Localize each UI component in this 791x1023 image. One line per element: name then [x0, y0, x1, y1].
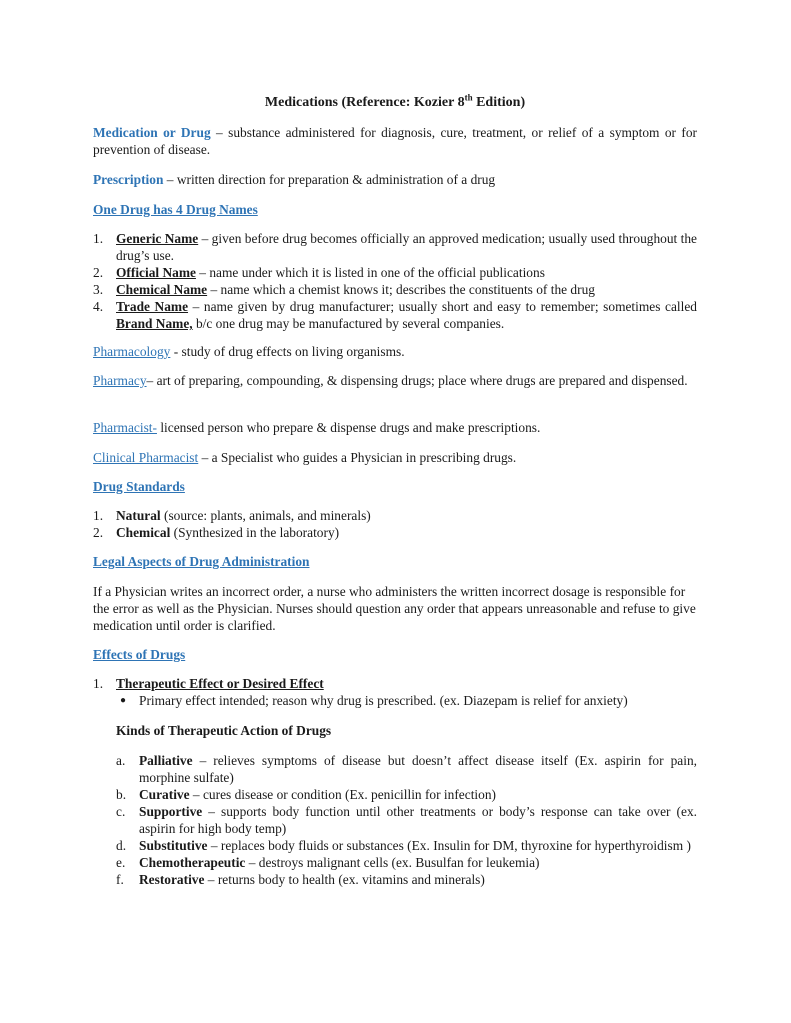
list-item: 1. Natural (source: plants, animals, and minerals) — [93, 508, 371, 523]
list-item: e. Chemotherapeutic – destroys malignant cells (ex. Busulfan for leukemia) — [116, 855, 540, 870]
list-item: 4. Trade Name – name given by drug manufacturer; usually short and easy to remember; sometimes called Brand Name, b/c one drug may be manufactured by several companies. — [93, 299, 697, 331]
drug-standards-list — [93, 507, 697, 541]
list-item: 2. Official Name – name under which it is listed in one of the official publications — [93, 265, 545, 280]
effects-list — [93, 675, 697, 709]
pharmacy-definition: Pharmacy– art of preparing, compounding, & dispensing drugs; place where drugs are prepared and dispensed. — [93, 373, 688, 388]
kinds-list — [93, 752, 697, 888]
list-item: f. Restorative – returns body to health (ex. vitamins and minerals) — [116, 872, 485, 887]
list-item: d. Substitutive – replaces body fluids or substances (Ex. Insulin for DM, thyroxine for hyperthyroidism ) — [116, 838, 691, 853]
list-item: 3. Chemical Name – name which a chemist knows it; describes the constituents of the drug — [93, 282, 595, 297]
list-item: 2. Chemical (Synthesized in the laboratory) — [93, 525, 340, 540]
page-title: Medications (Reference: Kozier 8th Edition) — [264, 92, 526, 110]
term-prescription: Prescription — [93, 172, 164, 187]
drug-names-list — [93, 230, 697, 332]
bullet-item: ● Primary effect intended; reason why drug is prescribed. (ex. Diazepam is relief for anxiety) — [120, 693, 628, 708]
term-pharmacist: Pharmacist- — [93, 420, 157, 435]
medication-definition: Medication or Drug – substance administered for diagnosis, cure, treatment, or relief of a symptom or for prevention of disease. — [93, 125, 698, 157]
list-item: c. Supportive – supports body function until other treatments or body’s response can take over (ex. aspirin for high body temp) — [116, 804, 697, 836]
term-clinical-pharmacist: Clinical Pharmacist — [93, 450, 199, 465]
list-item: 1. Generic Name – given before drug becomes officially an approved medication; usually used throughout the drug’s use. — [93, 231, 697, 263]
term-medication: Medication or Drug — [93, 125, 211, 140]
heading-drug-standards: Drug Standards — [93, 479, 185, 494]
list-item: a. Palliative – relieves symptoms of disease but doesn’t affect disease itself (Ex. aspirin for pain, morphine sulfate) — [116, 753, 697, 785]
heading-effects-of-drugs: Effects of Drugs — [93, 647, 186, 662]
heading-drug-names: One Drug has 4 Drug Names — [93, 202, 258, 217]
pharmacist-definition: Pharmacist- licensed person who prepare & dispense drugs and make prescriptions. — [93, 420, 541, 435]
bullet-icon: ● — [120, 695, 127, 706]
clinical-pharmacist-definition: Clinical Pharmacist – a Specialist who guides a Physician in prescribing drugs. — [93, 450, 517, 465]
heading-legal-aspects: Legal Aspects of Drug Administration — [93, 554, 310, 569]
term-pharmacy: Pharmacy — [93, 373, 147, 388]
legal-paragraph: If a Physician writes an incorrect order, a nurse who administers the written incorrect dosage is responsible for the error as well as the Physician. Nurses should question any order that appears unreasonable and refuse to give medication until order is clarified. — [93, 584, 696, 633]
pharmacology-definition: Pharmacology - study of drug effects on living organisms. — [93, 344, 405, 359]
heading-kinds-of-action: Kinds of Therapeutic Action of Drugs — [116, 723, 332, 738]
term-pharmacology: Pharmacology — [93, 344, 171, 359]
prescription-definition: Prescription – written direction for preparation & administration of a drug — [93, 172, 496, 187]
list-item: b. Curative – cures disease or condition (Ex. penicillin for infection) — [116, 787, 496, 802]
list-item: 1. Therapeutic Effect or Desired Effect — [93, 676, 324, 691]
